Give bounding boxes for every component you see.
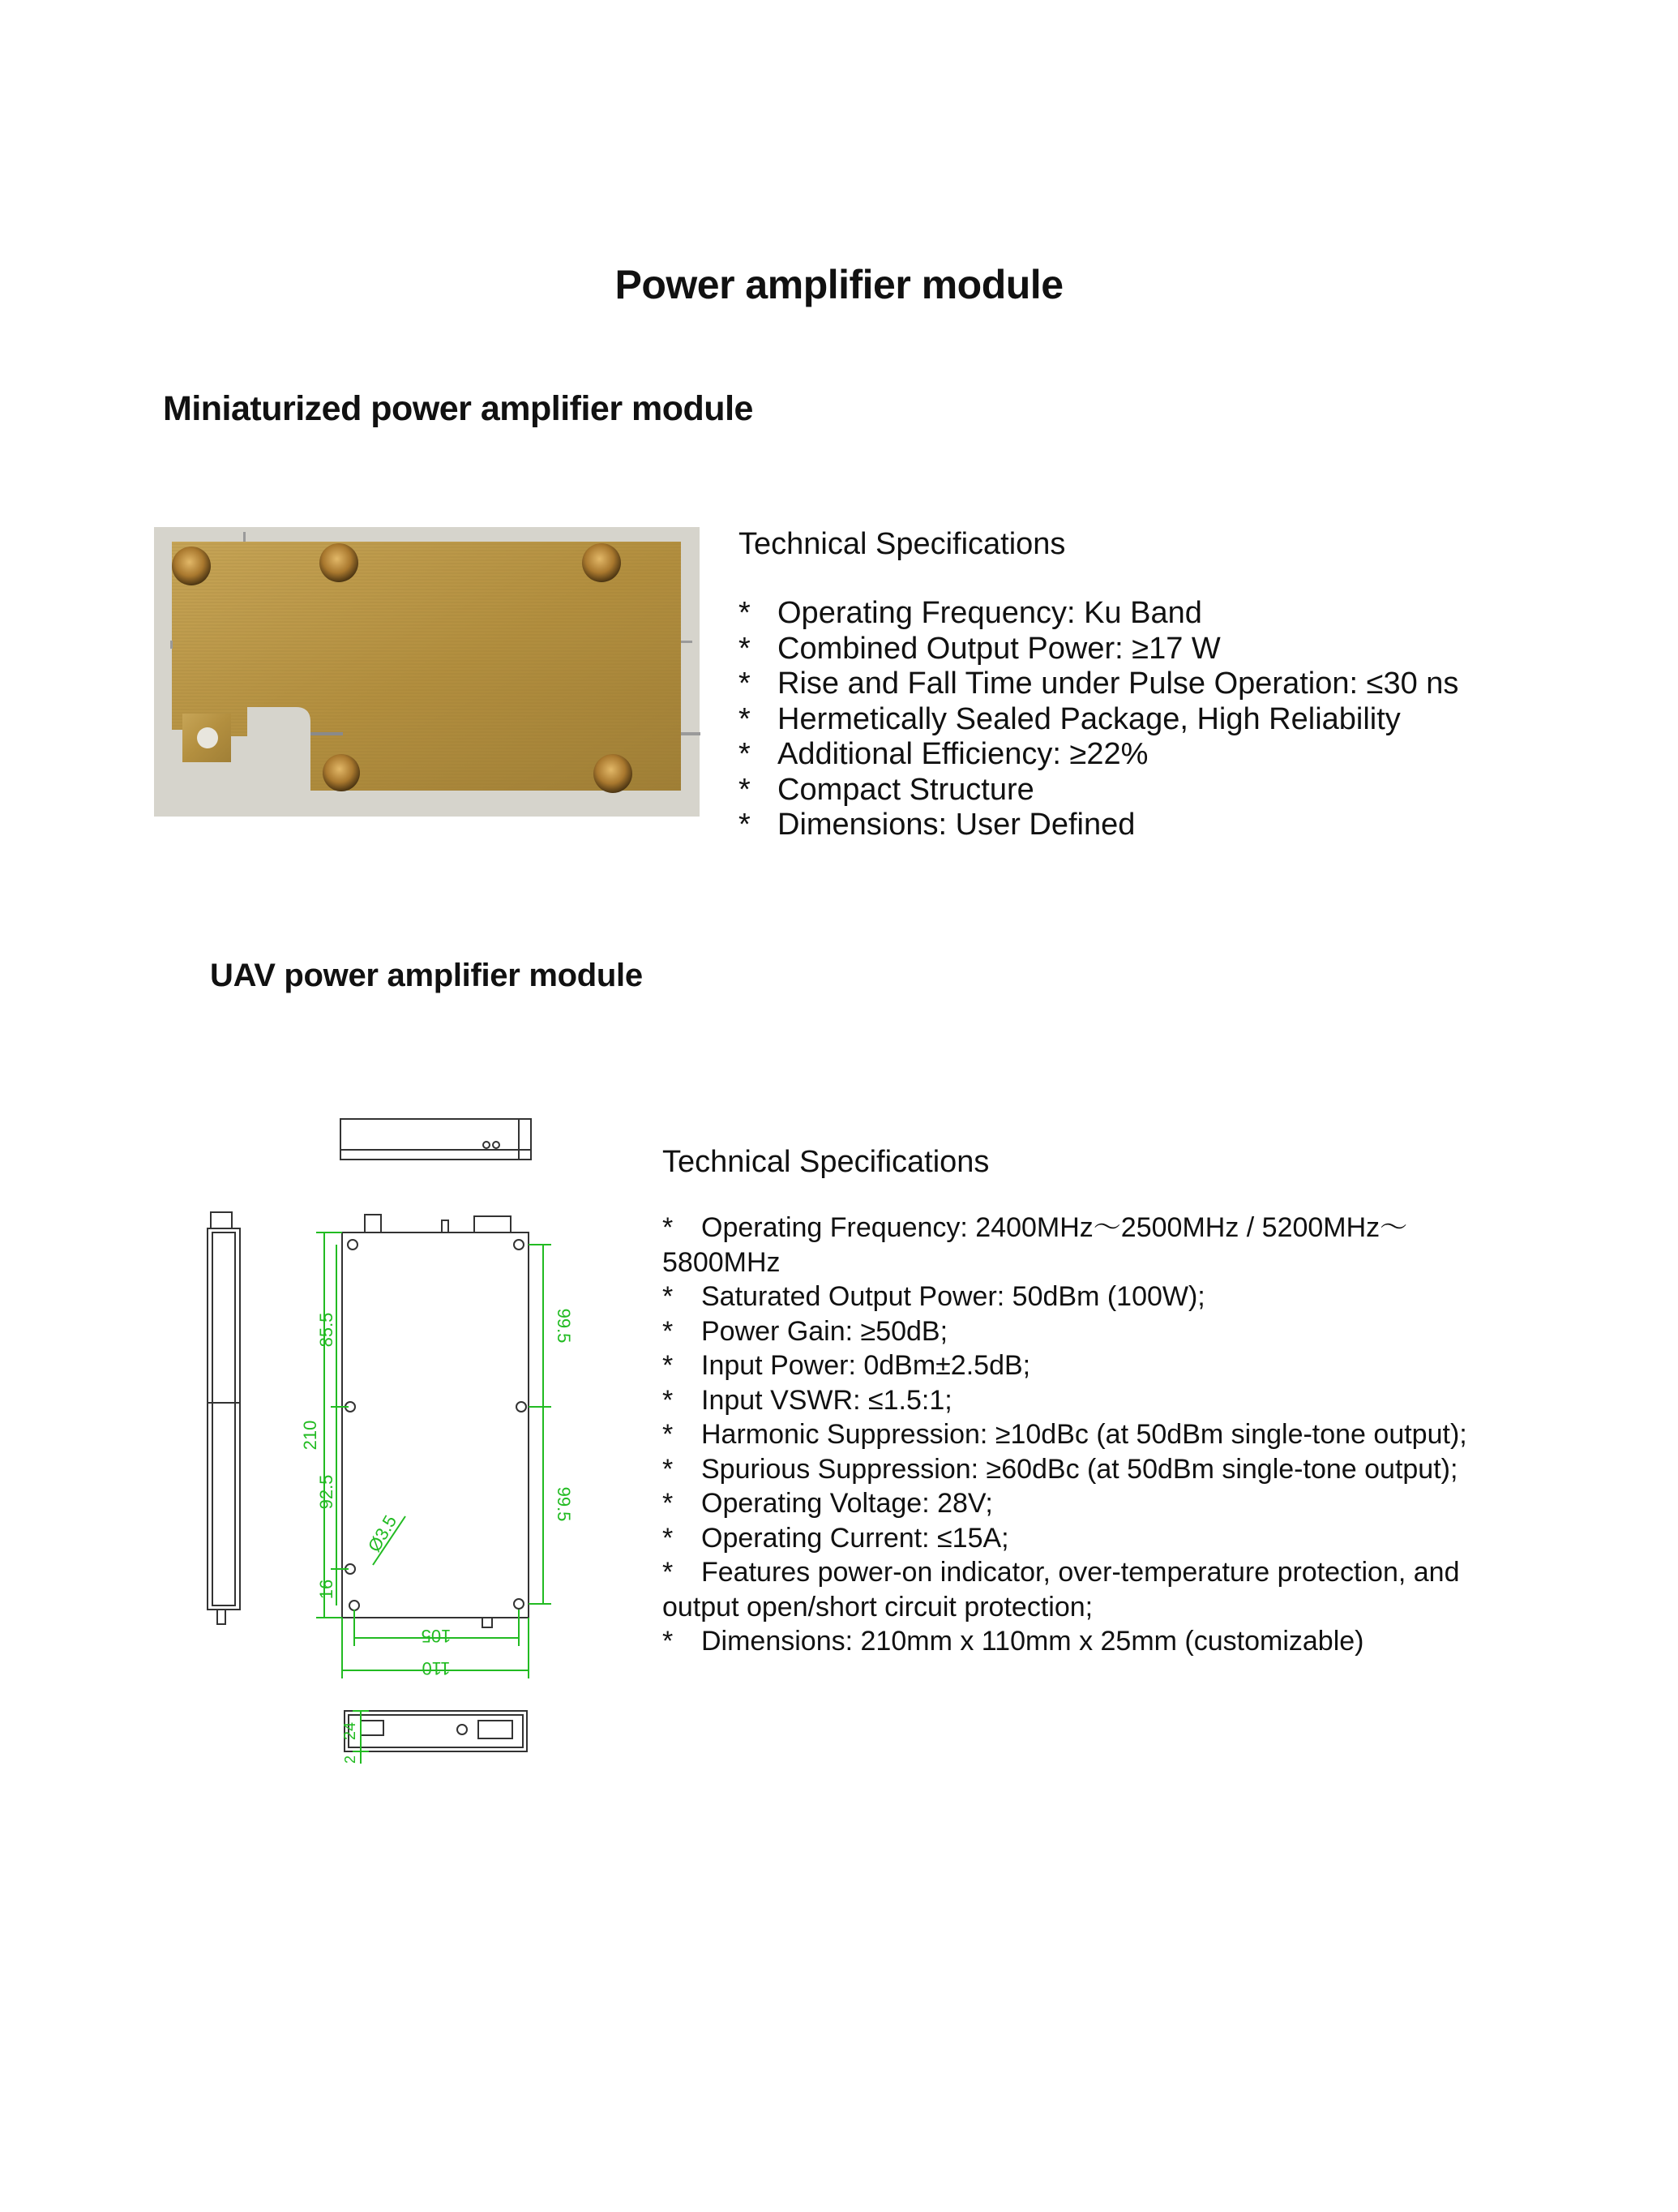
spec-list-miniaturized — [738, 596, 1458, 843]
spec-item: * Dimensions: User Defined — [738, 808, 1136, 842]
spec-item: * Saturated Output Power: 50dBm (100W); — [662, 1281, 1205, 1312]
svg-text:105: 105 — [421, 1626, 452, 1646]
svg-text:16: 16 — [316, 1579, 336, 1600]
section-title-miniaturized: Miniaturized power amplifier module — [163, 389, 753, 428]
svg-text:99.5: 99.5 — [554, 1486, 574, 1522]
spec-item: * Input Power: 0dBm±2.5dB; — [662, 1350, 1031, 1381]
spec-heading-1: Technical Specifications — [738, 527, 1066, 561]
spec-item: * Operating Voltage: 28V; — [662, 1488, 993, 1519]
svg-text:Ø3.5: Ø3.5 — [363, 1511, 401, 1556]
spec-item: * Power Gain: ≥50dB; — [662, 1315, 948, 1347]
spec-item: * Operating Current: ≤15A; — [662, 1522, 1009, 1554]
uav-module-drawing — [195, 1111, 574, 1792]
spec-item: * Combined Output Power: ≥17 W — [738, 631, 1221, 666]
svg-text:110: 110 — [422, 1658, 451, 1678]
spec-item: * Operating Frequency: Ku Band — [738, 596, 1202, 630]
technical-drawing-graphic — [195, 1111, 574, 1792]
page-title: Power amplifier module — [614, 262, 1064, 307]
spec-item: * Compact Structure — [738, 772, 1034, 807]
spec-item: * Rise and Fall Time under Pulse Operation: ≤30 ns — [738, 667, 1459, 701]
svg-text:210: 210 — [300, 1420, 320, 1451]
spec-item: * Features power-on indicator, over-temperature protection, and output open/short circuit protection; — [662, 1557, 1460, 1623]
amplifier-module-photo — [154, 527, 700, 817]
svg-text:99.5: 99.5 — [554, 1308, 574, 1344]
spec-item: * Additional Efficiency: ≥22% — [738, 737, 1149, 771]
spec-item: * Harmonic Suppression: ≥10dBc (at 50dBm single-tone output); — [662, 1419, 1467, 1450]
spec-item: * Hermetically Sealed Package, High Reliability — [738, 701, 1401, 736]
spec-heading-2: Technical Specifications — [662, 1145, 990, 1179]
svg-text:92.5: 92.5 — [316, 1474, 336, 1510]
spec-item: * Operating Frequency: 2400MHz～2500MHz / 5200MHz～5800MHz — [662, 1212, 1408, 1278]
svg-text:85.5: 85.5 — [316, 1312, 336, 1348]
section-title-uav: UAV power amplifier module — [210, 958, 643, 993]
spec-item: * Spurious Suppression: ≥60dBc (at 50dBm single-tone output); — [662, 1453, 1458, 1485]
spec-list-uav — [662, 1211, 1473, 1659]
svg-text:24: 24 — [341, 1721, 359, 1741]
svg-text:2: 2 — [342, 1755, 358, 1764]
amplifier-photo-graphic — [154, 527, 700, 817]
spec-item: * Dimensions: 210mm x 110mm x 25mm (customizable) — [662, 1626, 1364, 1657]
spec-item: * Input VSWR: ≤1.5:1; — [662, 1384, 952, 1416]
